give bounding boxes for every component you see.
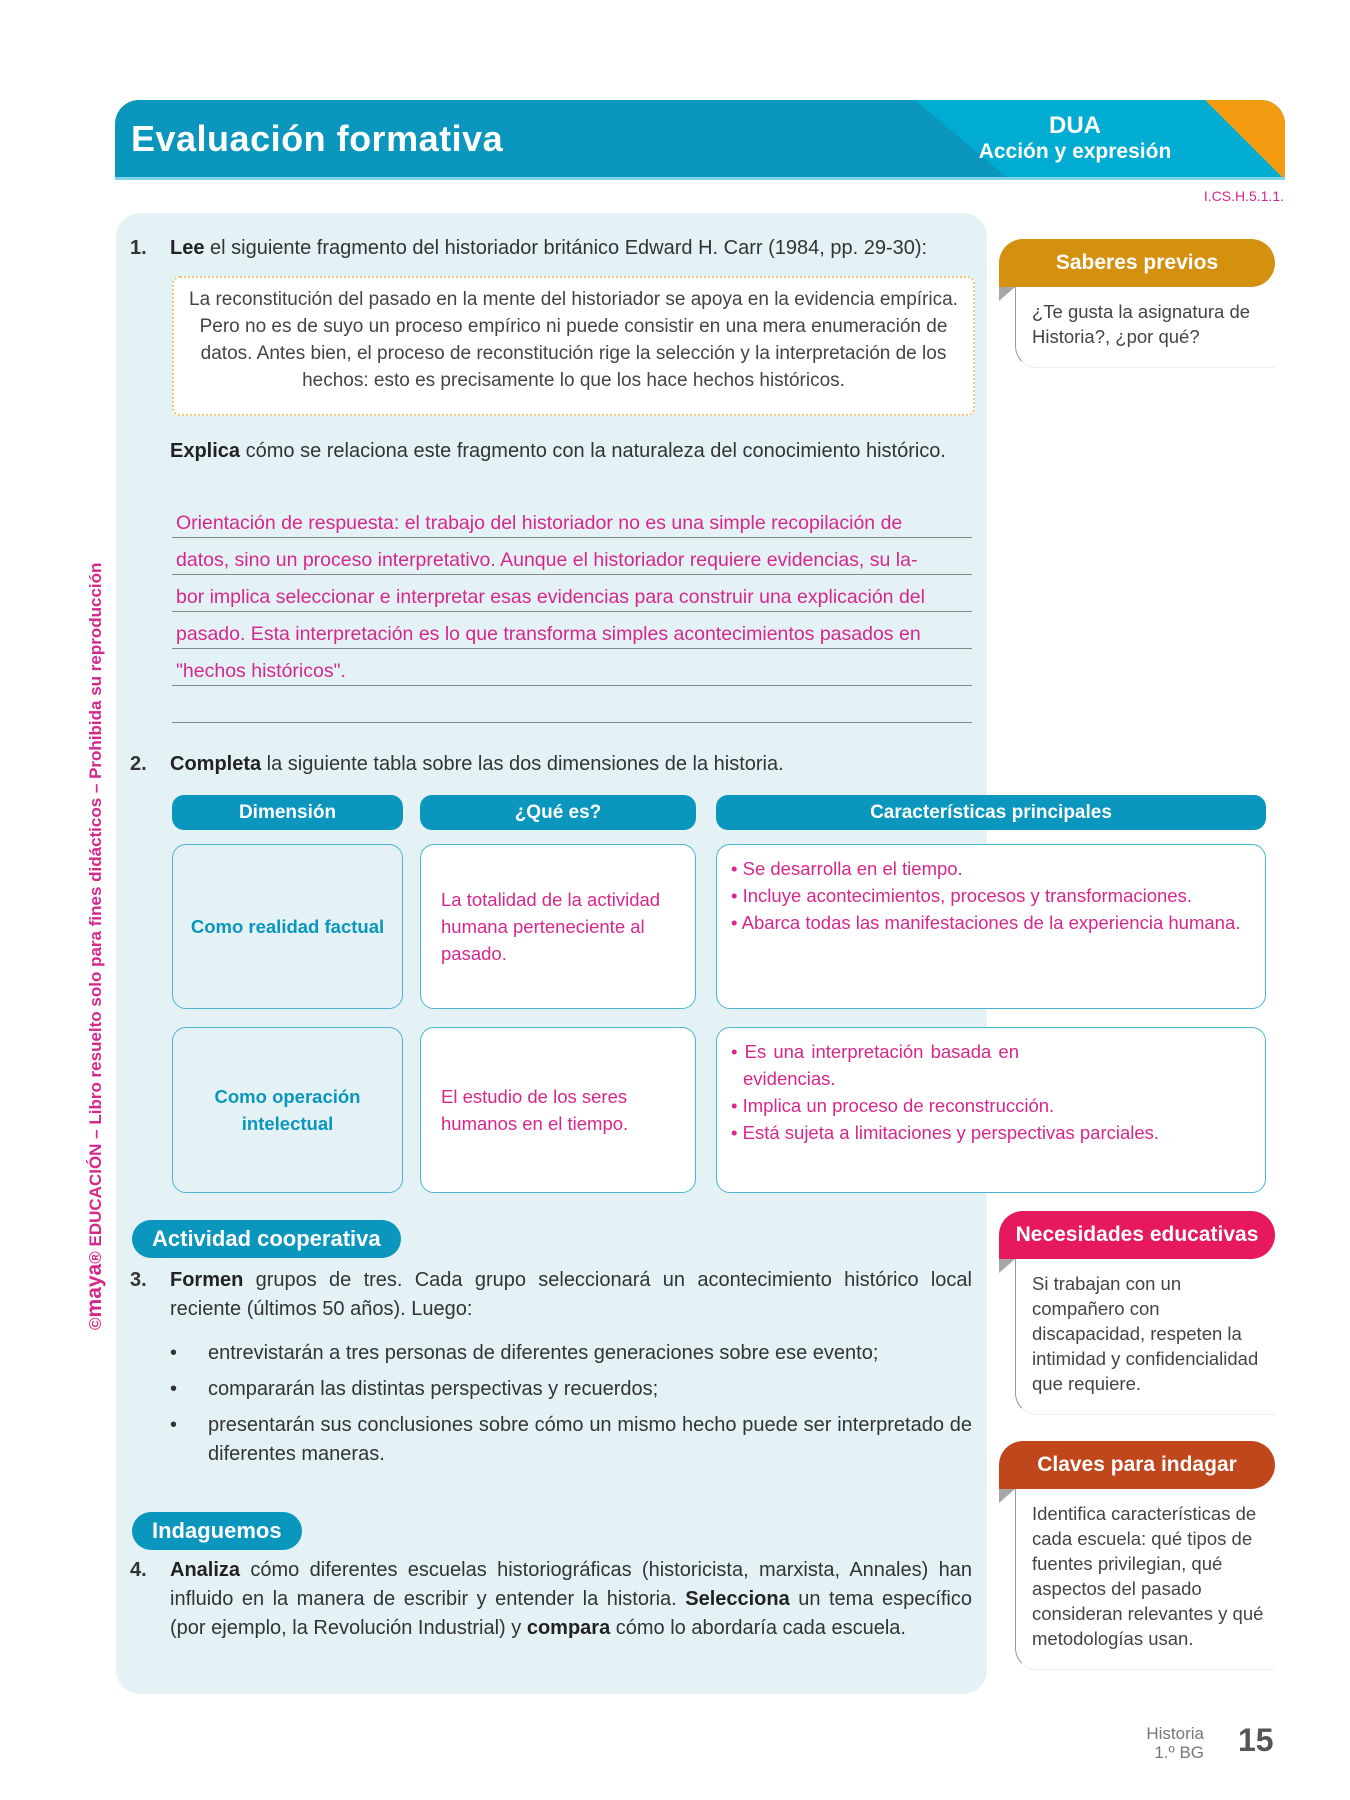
list-item: • compararán las distintas perspectivas y recuerdos; <box>170 1375 972 1404</box>
answer-line[interactable]: pasado. Esta interpretación es lo que transforma simples acontecimientos pasados en <box>172 619 972 649</box>
answer-line[interactable]: Orientación de respuesta: el trabajo del historiador no es una simple recopilación de <box>172 508 972 538</box>
question-4 <box>130 1556 972 1643</box>
question-text: grupos de tres. Cada grupo seleccionará un acontecimiento histórico local reciente (últimos 50 años). Luego: <box>170 1269 972 1320</box>
table-header-what: ¿Qué es? <box>420 795 696 830</box>
question-number: 2. <box>130 753 147 775</box>
page-title: Evaluación formativa <box>131 118 504 159</box>
question-number: 3. <box>130 1269 147 1291</box>
answer-line[interactable] <box>172 693 972 723</box>
dua-subtitle: Acción y expresión <box>978 140 1172 163</box>
instruction-verb: Selecciona <box>685 1588 790 1610</box>
characteristic-item: • Incluye acontecimientos, procesos y transformaciones. <box>729 882 1255 909</box>
list-item-text: entrevistarán a tres personas de diferentes generaciones sobre ese evento; <box>208 1342 879 1364</box>
question-number: 4. <box>130 1559 147 1581</box>
dua-title: DUA <box>1049 112 1101 139</box>
table-cell-dimension: Como operación intelectual <box>172 1027 403 1193</box>
table-header-characteristics: Características principales <box>716 795 1266 830</box>
dua-label <box>975 112 1175 164</box>
instruction-verb: Analiza <box>170 1559 241 1581</box>
footer-grade: 1.º BG <box>1154 1743 1204 1762</box>
table-header-dimension: Dimensión <box>172 795 403 830</box>
instruction-verb: Formen <box>170 1269 244 1291</box>
table-cell-characteristics[interactable] <box>716 1027 1266 1193</box>
answer-line[interactable]: "hechos históricos". <box>172 656 972 686</box>
characteristic-item: • Abarca todas las manifestaciones de la experiencia humana. <box>729 909 1255 936</box>
sidebar-title: Claves para indagar <box>999 1441 1275 1489</box>
answer-line[interactable]: bor implica seleccionar e interpretar esas evidencias para construir una explicación del <box>172 582 972 612</box>
characteristic-item: • Es una interpretación basada en evidencias. <box>729 1038 1019 1092</box>
badge-cooperative-activity: Actividad cooperativa <box>132 1220 401 1258</box>
question-text: cómo lo abordaría cada escuela. <box>610 1617 906 1639</box>
list-item: • entrevistarán a tres personas de diferentes generaciones sobre ese evento; <box>170 1339 972 1368</box>
list-item-text: compararán las distintas perspectivas y recuerdos; <box>208 1378 659 1400</box>
question-text: el siguiente fragmento del historiador británico Edward H. Carr (1984, pp. 29-30): <box>204 237 928 259</box>
brand-logo: maya <box>83 1263 106 1318</box>
table-cell-characteristics[interactable] <box>716 844 1266 1009</box>
quote-box: La reconstitución del pasado en la mente del historiador se apoya en la evidencia empírica. Pero no es de suyo un proceso empírico ni puede consistir en una mera enumeración de datos. Antes bien, el proceso de reconstitución rige la selección y la interpretación de los hechos: esto es precisamente lo que los hace hechos históricos. <box>172 276 975 416</box>
question-3 <box>130 1266 972 1324</box>
answer-line[interactable]: datos, sino un proceso interpretativo. Aunque el historiador requiere evidencias, su la- <box>172 545 972 575</box>
sidebar-title: Saberes previos <box>999 239 1275 287</box>
question-2 <box>130 750 972 779</box>
sidebar-saberes-previos <box>999 239 1275 368</box>
sidebar-claves-para-indagar <box>999 1441 1275 1670</box>
badge-indaguemos: Indaguemos <box>132 1512 302 1550</box>
list-item-text: presentarán sus conclusiones sobre cómo un mismo hecho puede ser interpretado de diferentes maneras. <box>208 1414 972 1465</box>
characteristic-item: • Está sujeta a limitaciones y perspectivas parciales. <box>729 1119 1255 1146</box>
footer-subject <box>1146 1724 1204 1762</box>
instruction-verb: Completa <box>170 753 262 775</box>
sidebar-title: Necesidades educativas <box>999 1211 1275 1259</box>
copyright-vertical <box>83 563 107 1330</box>
characteristic-item: • Implica un proceso de reconstrucción. <box>729 1092 1255 1119</box>
page-number: 15 <box>1238 1722 1274 1758</box>
question-text: la siguiente tabla sobre las dos dimensiones de la historia. <box>261 753 784 775</box>
sidebar-body: Si trabajan con un compañero con discapacidad, respeten la intimidad y confidencialidad que requiere. <box>1015 1259 1275 1415</box>
question-number: 1. <box>130 237 147 259</box>
footer-subject-name: Historia <box>1146 1724 1204 1743</box>
instruction-verb: Explica <box>170 440 241 462</box>
instruction-verb: compara <box>526 1617 611 1639</box>
instruction-verb: Lee <box>170 237 205 259</box>
characteristic-item: • Se desarrolla en el tiempo. <box>729 855 1255 882</box>
copyright-text: ® EDUCACIÓN – Libro resuelto solo para fines didácticos – Prohibida su reproducción <box>86 562 105 1264</box>
table-cell-what[interactable]: La totalidad de la actividad humana perteneciente al pasado. <box>420 844 696 1009</box>
question-text: cómo se relaciona este fragmento con la naturaleza del conocimiento histórico. <box>240 440 946 462</box>
question-1-explain <box>130 437 972 466</box>
copyright-symbol: © <box>86 1317 105 1330</box>
criterion-code: I.CS.H.5.1.1. <box>1203 188 1284 204</box>
table-cell-dimension: Como realidad factual <box>172 844 403 1009</box>
question-1 <box>130 234 972 263</box>
sidebar-body: Identifica características de cada escuela: qué tipos de fuentes privilegian, qué aspectos del pasado consideran relevantes y qué metodologías usan. <box>1015 1489 1275 1670</box>
list-item: • presentarán sus conclusiones sobre cómo un mismo hecho puede ser interpretado de diferentes maneras. <box>170 1411 972 1469</box>
sidebar-body: ¿Te gusta la asignatura de Historia?, ¿por qué? <box>1015 287 1275 368</box>
section-header <box>115 100 1285 180</box>
question-text: cómo diferentes escuelas historiográficas (historicista, marxista, Annales) han influido en la manera de escribir y entender la historia. <box>170 1559 972 1610</box>
question-text: un tema específico (por ejemplo, la Revolución Industrial) y <box>170 1588 972 1639</box>
sidebar-necesidades-educativas <box>999 1211 1275 1415</box>
table-cell-what[interactable]: El estudio de los seres humanos en el tiempo. <box>420 1027 696 1193</box>
